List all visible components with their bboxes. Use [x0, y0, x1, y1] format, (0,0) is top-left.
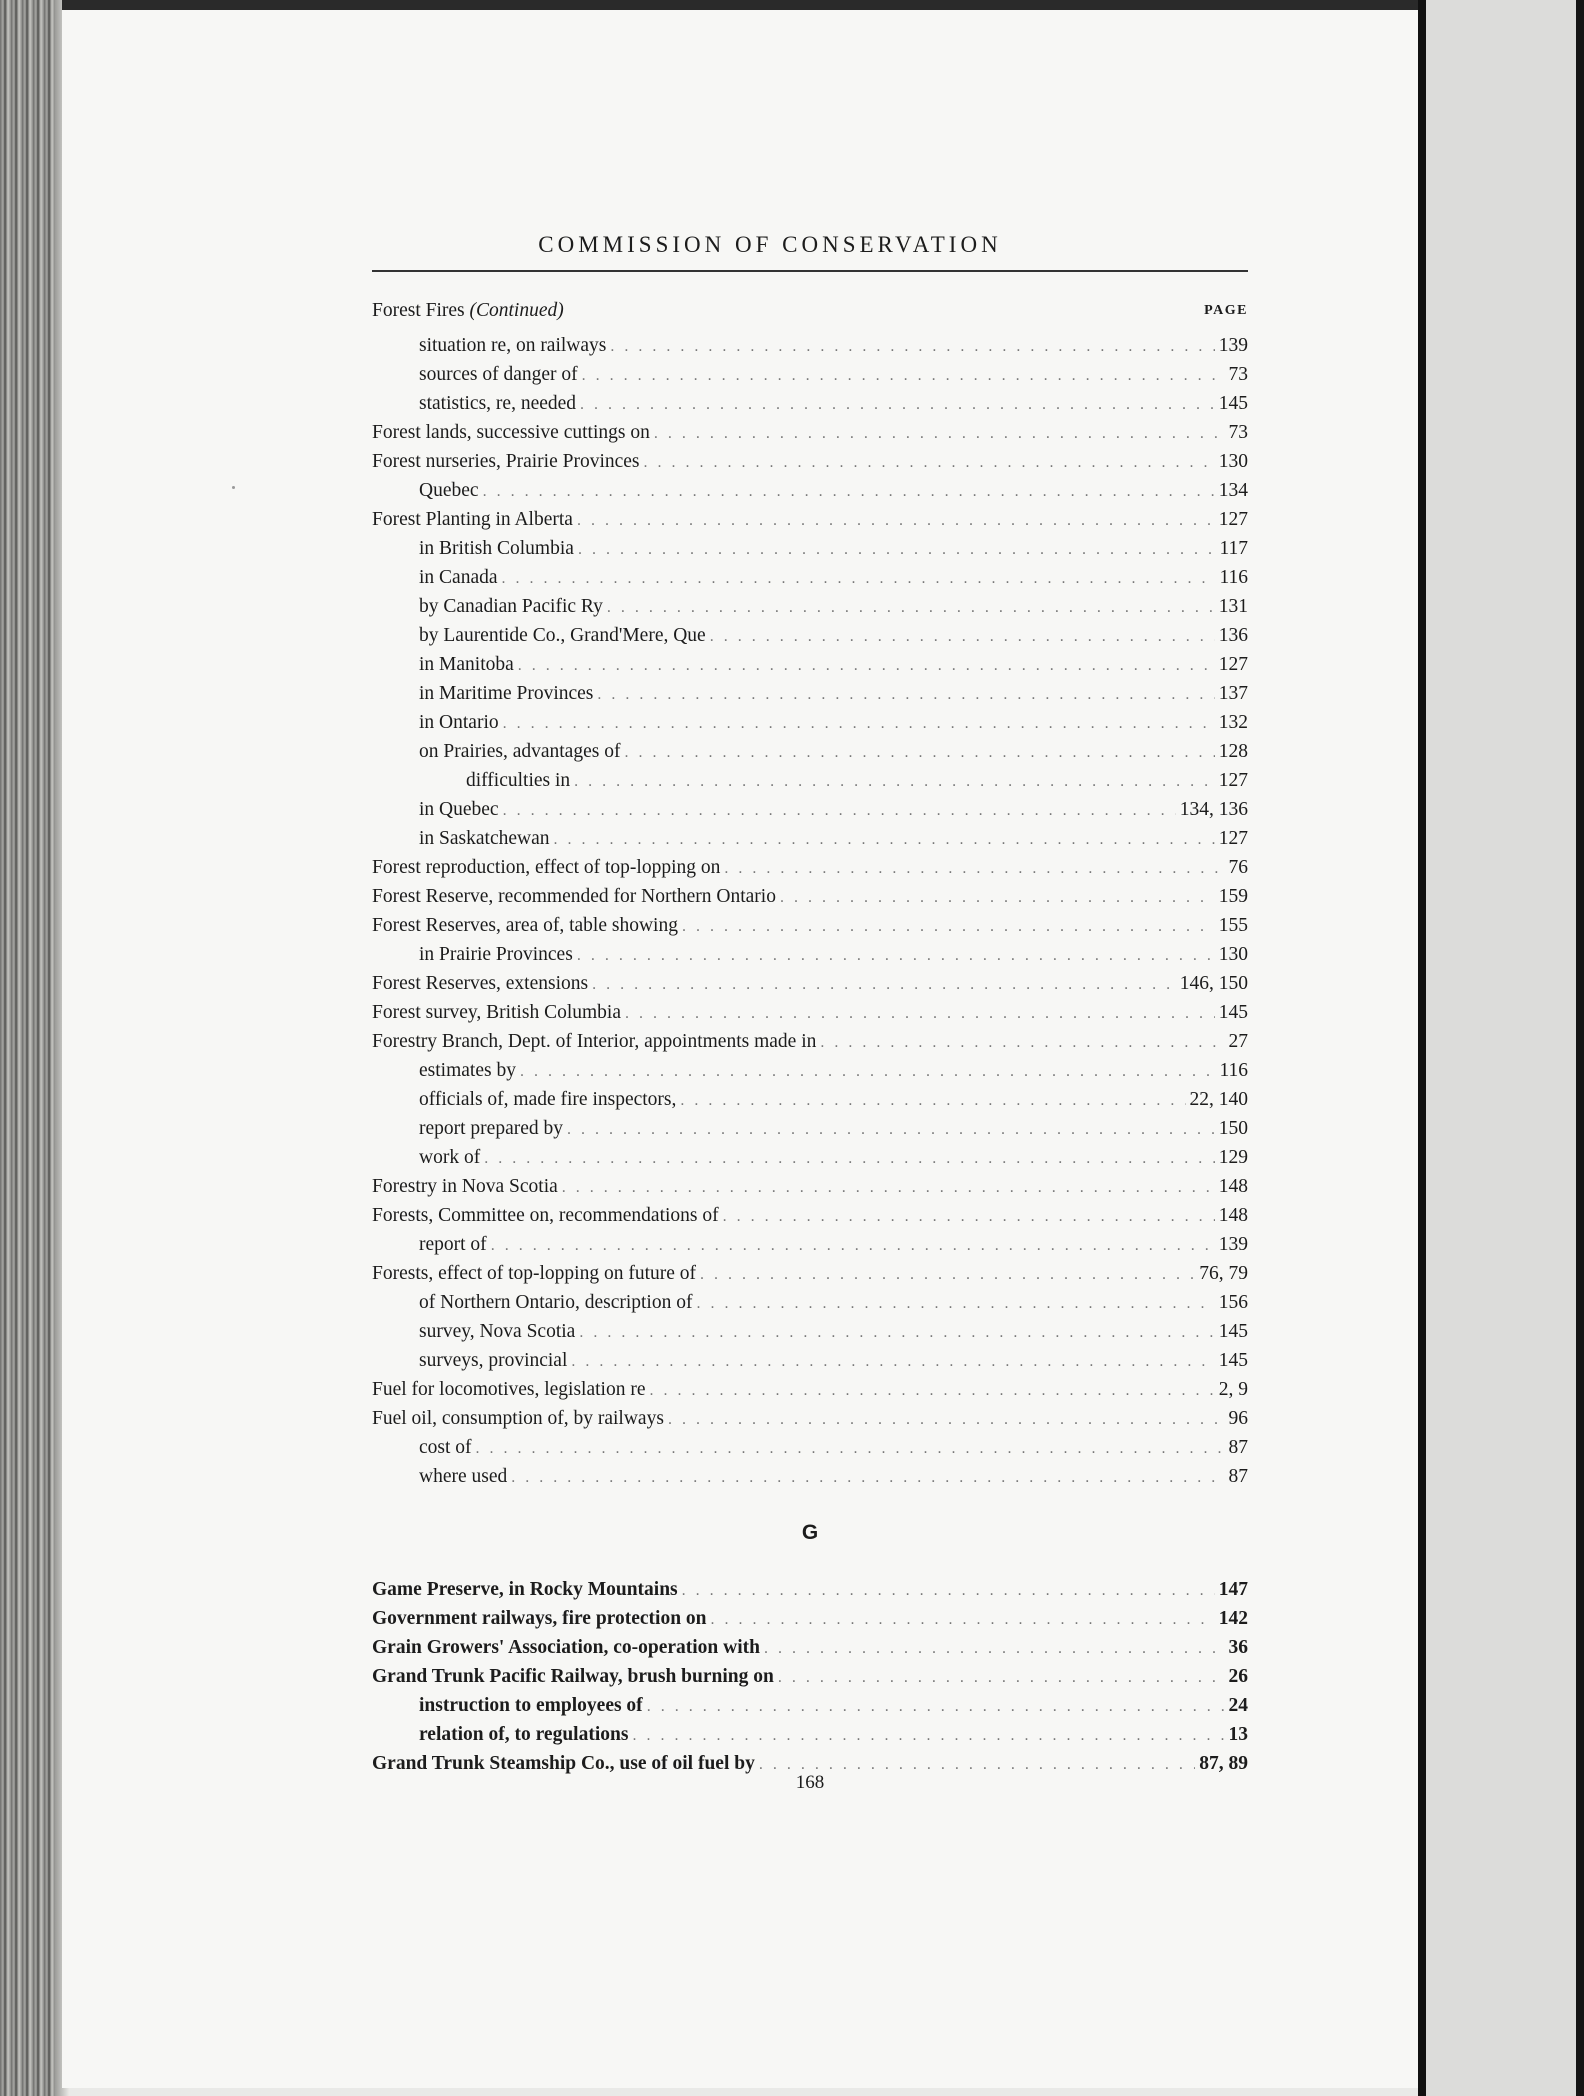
index-entry — [372, 679, 1248, 708]
dot-leader — [597, 680, 1214, 708]
index-entry-text: Forestry in Nova Scotia — [372, 1176, 558, 1197]
index-entry — [372, 1720, 1248, 1749]
index-entry — [372, 882, 1248, 911]
index-entry — [372, 418, 1248, 447]
index-entry-pages: 117 — [1219, 538, 1248, 559]
dot-leader — [574, 767, 1215, 795]
dot-leader — [484, 1144, 1215, 1172]
index-entry — [372, 1056, 1248, 1085]
index-entry — [372, 389, 1248, 418]
index-entry-text: in Saskatchewan — [419, 828, 550, 849]
index-entry-text: by Laurentide Co., Grand'Mere, Que — [419, 625, 706, 646]
index-entry-text: Forestry Branch, Dept. of Interior, appointments made in — [372, 1031, 817, 1052]
index-entry-pages: 87 — [1228, 1466, 1248, 1487]
page-column-label: PAGE — [1204, 303, 1248, 318]
index-entry-text: cost of — [419, 1437, 472, 1458]
index-entry-text: Fuel for locomotives, legislation re — [372, 1379, 646, 1400]
index-entries-f — [372, 331, 1248, 1491]
dot-leader — [682, 1576, 1215, 1604]
dot-leader — [610, 332, 1214, 360]
index-entry — [372, 969, 1248, 998]
index-entry — [372, 650, 1248, 679]
index-entry-text: by Canadian Pacific Ry — [419, 596, 603, 617]
index-entry — [372, 1346, 1248, 1375]
index-entry — [372, 1172, 1248, 1201]
index-entry-text: sources of danger of — [419, 364, 578, 385]
index-entry-text: Grand Trunk Steamship Co., use of oil fuel by — [372, 1753, 755, 1774]
dot-leader — [723, 1202, 1215, 1230]
index-entry-text: Quebec — [419, 480, 479, 501]
index-entry — [372, 766, 1248, 795]
paper-speck — [232, 486, 235, 489]
index-entry-pages: 27 — [1228, 1031, 1248, 1052]
index-entry-pages: 134, 136 — [1179, 799, 1248, 820]
index-entry-pages: 155 — [1218, 915, 1248, 936]
index-entry — [372, 998, 1248, 1027]
scan-margin — [1426, 0, 1584, 2096]
index-entry-pages: 22, 140 — [1189, 1089, 1248, 1110]
index-listing — [372, 300, 1248, 1778]
index-entry-text: instruction to employees of — [419, 1695, 643, 1716]
dot-leader — [503, 709, 1215, 737]
index-entry-text: difficulties in — [466, 770, 571, 791]
dot-leader — [647, 1692, 1225, 1720]
index-entry — [372, 1633, 1248, 1662]
index-entry-pages: 116 — [1219, 567, 1248, 588]
index-entry — [372, 1604, 1248, 1633]
book-binding — [0, 0, 62, 2096]
index-entry-pages: 127 — [1218, 828, 1248, 849]
dot-leader — [625, 999, 1215, 1027]
index-entry-text: in Ontario — [419, 712, 499, 733]
index-entry — [372, 1114, 1248, 1143]
index-entry-text: Grain Growers' Association, co-operation with — [372, 1637, 760, 1658]
index-entry — [372, 534, 1248, 563]
index-entry-pages: 139 — [1218, 1234, 1248, 1255]
index-entry-pages: 130 — [1218, 944, 1248, 965]
index-entry — [372, 737, 1248, 766]
index-entry-pages: 132 — [1218, 712, 1248, 733]
dot-leader — [502, 564, 1216, 592]
index-entry — [372, 940, 1248, 969]
index-entry — [372, 505, 1248, 534]
index-entry-pages: 87 — [1228, 1437, 1248, 1458]
index-entry-text: estimates by — [419, 1060, 516, 1081]
index-column-head — [372, 300, 1248, 331]
index-entry — [372, 1201, 1248, 1230]
index-entry — [372, 621, 1248, 650]
index-entry — [372, 911, 1248, 940]
index-entry-text: in Prairie Provinces — [419, 944, 573, 965]
index-entry-pages: 156 — [1218, 1292, 1248, 1313]
index-entry — [372, 1462, 1248, 1491]
index-entry — [372, 1288, 1248, 1317]
index-entry-text: Fuel oil, consumption of, by railways — [372, 1408, 664, 1429]
index-entry — [372, 1404, 1248, 1433]
index-entry — [372, 563, 1248, 592]
index-entry-pages: 136 — [1218, 625, 1248, 646]
dot-leader — [483, 477, 1215, 505]
index-entry — [372, 1085, 1248, 1114]
dot-leader — [820, 1028, 1224, 1056]
dot-leader — [578, 535, 1216, 563]
index-entry-pages: 139 — [1218, 335, 1248, 356]
dot-leader — [577, 506, 1215, 534]
index-entry-text: on Prairies, advantages of — [419, 741, 621, 762]
index-entry — [372, 331, 1248, 360]
index-entry-pages: 13 — [1228, 1724, 1248, 1745]
index-entry-text: relation of, to regulations — [419, 1724, 629, 1745]
dot-leader — [778, 1663, 1225, 1691]
page-number: 168 — [795, 1772, 825, 1793]
index-entry — [372, 447, 1248, 476]
index-entry-text: in Quebec — [419, 799, 499, 820]
dot-leader — [567, 1115, 1215, 1143]
index-entry-text: of Northern Ontario, description of — [419, 1292, 693, 1313]
index-entry-text: in British Columbia — [419, 538, 574, 559]
index-entry-pages: 127 — [1218, 509, 1248, 530]
index-entry-pages: 145 — [1218, 1002, 1248, 1023]
dot-leader — [696, 1289, 1214, 1317]
index-entry — [372, 708, 1248, 737]
dot-leader — [632, 1721, 1224, 1749]
index-entry-text: in Canada — [419, 567, 498, 588]
index-entry-text: statistics, re, needed — [419, 393, 577, 414]
right-page-edge — [1418, 0, 1426, 2096]
continued-label: (Continued) — [469, 300, 564, 321]
index-entry — [372, 1575, 1248, 1604]
running-title: COMMISSION OF CONSERVATION — [538, 232, 1002, 257]
index-entry-pages: 73 — [1228, 422, 1248, 443]
index-entry-pages: 116 — [1219, 1060, 1248, 1081]
index-entry — [372, 476, 1248, 505]
index-entry — [372, 1230, 1248, 1259]
dot-leader — [511, 1463, 1224, 1491]
dot-leader — [680, 1086, 1185, 1114]
index-entry-pages: 148 — [1218, 1205, 1248, 1226]
dot-leader — [650, 1376, 1215, 1404]
index-entry-text: Forest nurseries, Prairie Provinces — [372, 451, 640, 472]
index-entry-pages: 145 — [1218, 1321, 1248, 1342]
index-entry — [372, 1662, 1248, 1691]
index-entry — [372, 1375, 1248, 1404]
index-entry-pages: 147 — [1218, 1579, 1248, 1600]
index-entry-pages: 150 — [1218, 1118, 1248, 1139]
index-entry-text: Forests, effect of top-lopping on future of — [372, 1263, 697, 1284]
dot-leader — [624, 738, 1214, 766]
index-entries-g — [372, 1575, 1248, 1778]
dot-leader — [579, 1318, 1214, 1346]
index-entry — [372, 824, 1248, 853]
index-entry — [372, 1317, 1248, 1346]
index-entry-text: situation re, on railways — [419, 335, 607, 356]
index-entry-pages: 73 — [1228, 364, 1248, 385]
index-entry-pages: 76, 79 — [1199, 1263, 1248, 1284]
index-entry-text: work of — [419, 1147, 481, 1168]
index-entry — [372, 1259, 1248, 1288]
index-entry-pages: 148 — [1218, 1176, 1248, 1197]
index-entry-text: surveys, provincial — [419, 1350, 568, 1371]
index-entry-pages: 24 — [1228, 1695, 1248, 1716]
index-entry-pages: 159 — [1218, 886, 1248, 907]
dot-leader — [582, 361, 1225, 389]
index-entry-text: Forest survey, British Columbia — [372, 1002, 621, 1023]
index-entry-pages: 96 — [1228, 1408, 1248, 1429]
dot-leader — [700, 1260, 1195, 1288]
dot-leader — [491, 1231, 1215, 1259]
dot-leader — [577, 941, 1215, 969]
index-entry-text: Forest Planting in Alberta — [372, 509, 573, 530]
index-entry-pages: 137 — [1218, 683, 1248, 704]
index-entry-pages: 26 — [1228, 1666, 1248, 1687]
dot-leader — [520, 1057, 1216, 1085]
dot-leader — [571, 1347, 1214, 1375]
index-entry — [372, 853, 1248, 882]
index-entry-text: Grand Trunk Pacific Railway, brush burning on — [372, 1666, 774, 1687]
index-entry-pages: 145 — [1218, 393, 1248, 414]
index-entry-text: in Maritime Provinces — [419, 683, 594, 704]
index-entry — [372, 1433, 1248, 1462]
section-letter: G — [801, 1521, 819, 1544]
dot-leader — [682, 912, 1215, 940]
index-entry-pages: 76 — [1228, 857, 1248, 878]
index-entry — [372, 1027, 1248, 1056]
header-rule — [372, 270, 1248, 272]
index-entry-pages: 146, 150 — [1179, 973, 1248, 994]
continued-heading — [372, 300, 564, 322]
index-entry-text: Game Preserve, in Rocky Mountains — [372, 1579, 678, 1600]
index-entry-text: in Manitoba — [419, 654, 514, 675]
index-entry-pages: 130 — [1218, 451, 1248, 472]
index-entry-text: Forest lands, successive cuttings on — [372, 422, 650, 443]
index-entry-text: Government railways, fire protection on — [372, 1608, 707, 1629]
dot-leader — [644, 448, 1215, 476]
dot-leader — [580, 390, 1215, 418]
dot-leader — [518, 651, 1215, 679]
index-entry-text: report prepared by — [419, 1118, 564, 1139]
index-entry-text: Forest reproduction, effect of top-lopping on — [372, 857, 721, 878]
index-entry-pages: 2, 9 — [1218, 1379, 1248, 1400]
dot-leader — [668, 1405, 1225, 1433]
dot-leader — [476, 1434, 1225, 1462]
index-entry-text: Forest Reserve, recommended for Northern Ontario — [372, 886, 776, 907]
index-entry-pages: 134 — [1218, 480, 1248, 501]
index-entry-text: officials of, made fire inspectors, — [419, 1089, 677, 1110]
dot-leader — [764, 1634, 1225, 1662]
index-entry — [372, 795, 1248, 824]
index-entry-pages: 36 — [1228, 1637, 1248, 1658]
dot-leader — [711, 1605, 1215, 1633]
index-entry-text: survey, Nova Scotia — [419, 1321, 576, 1342]
index-entry-text: Forest Reserves, area of, table showing — [372, 915, 678, 936]
dot-leader — [724, 854, 1224, 882]
dot-leader — [592, 970, 1176, 998]
index-entry-pages: 127 — [1218, 654, 1248, 675]
index-entry-pages: 142 — [1218, 1608, 1248, 1629]
index-entry-pages: 129 — [1218, 1147, 1248, 1168]
index-entry-pages: 128 — [1218, 741, 1248, 762]
index-entry — [372, 1143, 1248, 1172]
index-entry-text: Forests, Committee on, recommendations of — [372, 1205, 719, 1226]
index-entry-text: Forest Reserves, extensions — [372, 973, 589, 994]
dot-leader — [780, 883, 1215, 911]
top-page-edge — [62, 0, 1418, 10]
dot-leader — [710, 622, 1215, 650]
index-entry-pages: 131 — [1218, 596, 1248, 617]
index-entry-pages: 87, 89 — [1199, 1753, 1248, 1774]
scan-border — [1576, 0, 1584, 2096]
index-entry-pages: 127 — [1218, 770, 1248, 791]
index-entry — [372, 360, 1248, 389]
dot-leader — [554, 825, 1215, 853]
index-entry — [372, 1691, 1248, 1720]
dot-leader — [607, 593, 1215, 621]
index-entry-text: report of — [419, 1234, 487, 1255]
dot-leader — [562, 1173, 1215, 1201]
index-entry-text: where used — [419, 1466, 508, 1487]
index-entry — [372, 592, 1248, 621]
dot-leader — [654, 419, 1225, 447]
index-entry-pages: 145 — [1218, 1350, 1248, 1371]
dot-leader — [503, 796, 1176, 824]
continued-heading-term: Forest Fires — [372, 300, 465, 321]
